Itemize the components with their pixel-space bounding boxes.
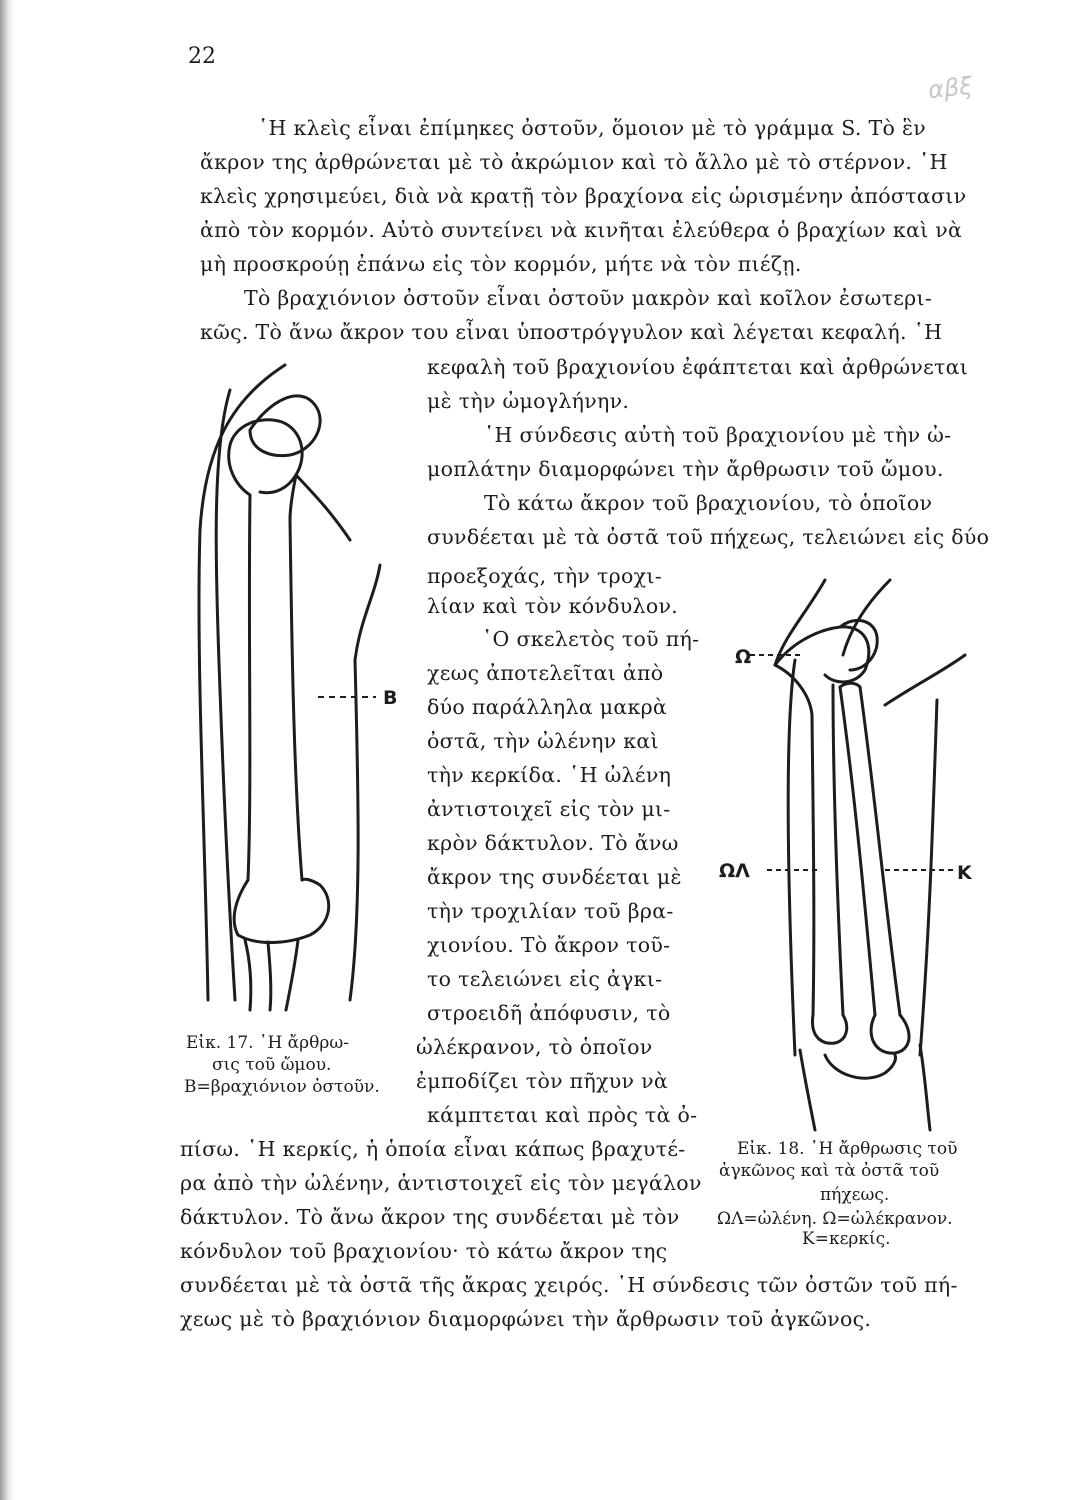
forearm-outline-right: [920, 700, 937, 1055]
humerus-lower-end: [234, 879, 329, 942]
ulna-right-edge: [833, 685, 843, 1015]
text-line: ἀντιστοιχεῖ εἰς τὸν μι-: [427, 797, 671, 821]
text-line: κῶς. Τὸ ἄνω ἄκρον του εἶναι ὑποστρόγγυλον καὶ λέγεται κεφαλή. ῾Η: [200, 320, 943, 344]
text-line: χεως μὲ τὸ βραχιόνιον διαμορφώνει τὴν ἄρθρωσιν τοῦ ἀγκῶνος.: [180, 1307, 872, 1331]
label-b: B: [383, 687, 398, 709]
label-k: K: [957, 862, 972, 884]
page-edge-shadow: [0, 0, 14, 1500]
radius-right-edge: [860, 687, 900, 1015]
figure-18-caption-line: Κ=κερκίς.: [802, 1229, 891, 1249]
text-line: χεως ἀποτελεῖται ἀπὸ: [427, 661, 664, 685]
forearm-bone-1: [245, 940, 251, 1010]
radius-lower-end: [871, 1015, 909, 1053]
ulna-lower-end: [812, 1015, 846, 1043]
arm-outline-inner: [216, 390, 235, 1000]
text-line: προεξοχάς, τὴν τροχι-: [427, 564, 662, 588]
label-omega: Ω: [735, 646, 752, 668]
text-line: τὴν τροχιλίαν τοῦ βρα-: [427, 899, 674, 923]
figure-17-caption-line: Εἰκ. 17. ῾Η ἄρθρω-: [186, 1033, 349, 1053]
figure-18-caption-line: πήχεως.: [820, 1185, 890, 1205]
figure-18-caption-line: Εἰκ. 18. ῾Η ἄρθρωσις τοῦ: [737, 1139, 958, 1159]
forearm-bone-3: [286, 940, 298, 1010]
text-line: ῾Η κλεὶς εἶναι ἐπίμηκες ὀστοῦν, ὅμοιον μὲ τὸ γράμμα S. Τὸ ἓν: [258, 116, 927, 140]
text-line: κλεὶς χρησιμεύει, διὰ νὰ κρατῇ τὸν βραχίονα εἰς ὡρισμένην ἀπόστασιν: [200, 184, 967, 208]
shoulder-blade: [250, 396, 320, 456]
text-line: ἐμποδίζει τὸν πῆχυν νὰ: [416, 1069, 668, 1093]
label-omega-lambda: ΩΛ: [719, 860, 750, 882]
text-line: τὴν κερκίδα. ῾Η ὠλένη: [427, 763, 672, 787]
text-line: λίαν καὶ τὸν κόνδυλον.: [427, 594, 679, 618]
text-line: Τὸ βραχιόνιον ὀστοῦν εἶναι ὀστοῦν μακρὸν καὶ κοῖλον ἐσωτερι-: [244, 286, 933, 310]
text-line: δάκτυλον. Τὸ ἄνω ἄκρον της συνδέεται μὲ τὸν: [180, 1205, 680, 1229]
text-line: μοπλάτην διαμορφώνει τὴν ἄρθρωσιν τοῦ ὤμου.: [427, 457, 944, 481]
text-line: ἄκρον της συνδέεται μὲ: [427, 865, 682, 889]
hand-outline-right: [920, 1045, 930, 1130]
text-line: συνδέεται μὲ τὰ ὀστᾶ τῆς ἄκρας χειρός. ῾Η σύνδεσις τῶν ὀστῶν τοῦ πή-: [180, 1273, 958, 1297]
text-line: κάμπτεται καὶ πρὸς τὰ ὀ-: [427, 1103, 698, 1127]
text-line: στροειδῆ ἀπόφυσιν, τὸ: [427, 1001, 671, 1025]
page-number: 22: [188, 44, 216, 69]
text-line: κόνδυλον τοῦ βραχιονίου· τὸ κάτω ἄκρον της: [180, 1239, 668, 1263]
figure-18-caption-line: ἀγκῶνος καὶ τὰ ὀστᾶ τοῦ: [719, 1161, 940, 1181]
text-line: χιονίου. Τὸ ἄκρον τοῦ-: [427, 933, 671, 957]
upper-arm-outline-left: [775, 580, 825, 665]
text-line: ἀπὸ τὸν κορμόν. Αὐτὸ συντείνει νὰ κινῆται ἐλεύθερα ὁ βραχίων καὶ νὰ: [200, 218, 963, 242]
text-line: ῾Η σύνδεσις αὐτὴ τοῦ βραχιονίου μὲ τὴν ὠ-: [484, 423, 952, 447]
humerus-shaft-left: [229, 445, 250, 880]
text-line: μὲ τὴν ὠμογλήνην.: [427, 389, 630, 413]
figure-17-caption-line: Β=βραχιόνιον ὀστοῦν.: [184, 1077, 380, 1097]
text-line: συνδέεται μὲ τὰ ὀστᾶ τοῦ πήχεως, τελειώνει εἰς δύο: [427, 525, 990, 549]
arm-outline-right: [350, 565, 380, 1000]
ulna-left-edge: [775, 665, 814, 1015]
humerus-shaft-right: [290, 475, 302, 880]
text-line: ῾Ο σκελετὸς τοῦ πή-: [482, 627, 700, 651]
hand-outline: [800, 1050, 815, 1130]
figure-17-caption-line: σις τοῦ ὤμου.: [212, 1055, 332, 1075]
radius-head: [840, 683, 860, 687]
figure-18-elbow-drawing: [715, 575, 1005, 1135]
upper-arm-outline-far: [885, 655, 965, 705]
text-line: ρα ἀπὸ τὴν ὠλένην, ἀντιστοιχεῖ εἰς τὸν μεγάλον: [180, 1171, 702, 1195]
radius-left-edge: [840, 687, 875, 1015]
text-line: ἄκρον της ἀρθρώνεται μὲ τὸ ἀκρώμιον καὶ τὸ ἄλλο μὲ τὸ στέρνον. ῾Η: [200, 150, 948, 174]
text-line: μὴ προσκρούῃ ἐπάνω εἰς τὸν κορμόν, μήτε νὰ τὸν πιέζῃ.: [200, 252, 802, 276]
forearm-bone-2: [268, 942, 271, 1010]
text-line: Τὸ κάτω ἄκρον τοῦ βραχιονίου, τὸ ὁποῖον: [484, 491, 933, 515]
figure-18-caption-line: ΩΛ=ὠλένη. Ω=ὠλέκρανον.: [717, 1209, 953, 1229]
scapula-edge: [296, 475, 350, 540]
text-line: ὠλέκρανον, τὸ ὁποῖον: [416, 1035, 653, 1059]
arm-outline-left: [199, 365, 285, 1000]
text-line: δύο παράλληλα μακρὰ: [427, 695, 668, 719]
text-line: κεφαλὴ τοῦ βραχιονίου ἐφάπτεται καὶ ἀρθρώνεται: [427, 355, 969, 379]
text-line: το τελειώνει εἰς ἀγκι-: [427, 967, 663, 991]
wrist-bones: [825, 1055, 896, 1078]
figure-17-humerus-drawing: [190, 360, 420, 1020]
text-line: κρὸν δάκτυλον. Τὸ ἄνω: [427, 831, 679, 855]
text-line: πίσω. ῾Η κερκίς, ἡ ὁποία εἶναι κάπως βραχυτέ-: [180, 1137, 686, 1161]
handwritten-note: αβξ: [926, 71, 974, 105]
forearm-outline-left: [788, 660, 795, 1055]
text-line: ὀστᾶ, τὴν ὠλένην καὶ: [427, 729, 659, 753]
